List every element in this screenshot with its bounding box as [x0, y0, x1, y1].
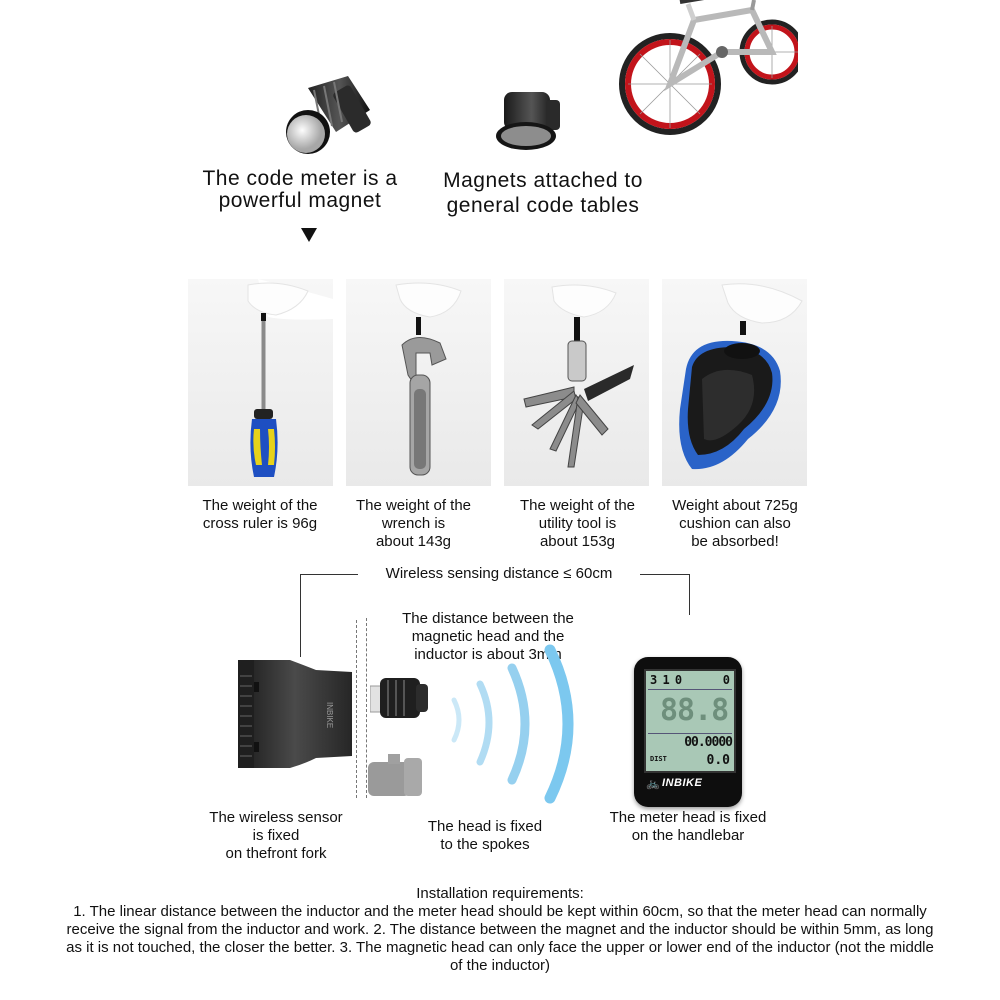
tool-caption-screwdriver: The weight of the cross ruler is 96g: [202, 497, 318, 532]
lcd-screen: [644, 669, 736, 773]
magnet-small-image: [488, 84, 566, 154]
magnet-head-icon: [370, 674, 430, 722]
down-arrow-icon: [301, 228, 317, 242]
magnet-small-icon: [488, 84, 566, 154]
magnet-head-ghost-image: [364, 754, 424, 800]
install-body: 1. The linear distance between the inductor and the meter head should be kept within 60cm, so that the meter head can normally receive the signal from the inductor and work. 2. The distance between the magnet and the inductor should be within 5mm, as long as it is not touched, the closer the better. 3. The magnetic head can only face the upper or lower end of the inductor (not the middle of the inductor): [66, 903, 934, 974]
magnet-large-image: [278, 70, 376, 160]
lcd-divider-2: [648, 733, 732, 734]
head-caption: The head is fixed to the spokes: [427, 818, 543, 853]
signal-waves-icon: [434, 640, 614, 810]
tool-photo-saddle: [662, 279, 807, 486]
lcd-divider: [648, 689, 732, 690]
bicycle-image: [612, 0, 798, 140]
bike-computer: [634, 657, 742, 807]
magnets-caption: Magnets attached to general code tables: [443, 169, 643, 217]
wrench-icon: [346, 279, 491, 486]
magnet-large-icon: [278, 70, 376, 160]
tool-photo-screwdriver: [188, 279, 333, 486]
lcd-main-value: 88.8: [660, 693, 729, 728]
lcd-dist-label: DIST: [650, 755, 667, 763]
bike-logo-icon: 🚲: [646, 778, 660, 790]
range-bracket-right: [640, 574, 690, 615]
gap-label: The distance between the magnetic head and the inductor is about 3mm: [402, 610, 574, 663]
sensor-brand-text: INBIKE: [325, 702, 334, 729]
screwdriver-icon: [188, 279, 333, 486]
tool-caption-saddle: Weight about 725g cushion can also be absorbed!: [672, 497, 798, 550]
lcd-top-left: 3 1 0: [650, 673, 682, 687]
computer-brand: INBIKE: [662, 777, 703, 789]
range-bracket-left: [300, 574, 359, 657]
tool-caption-wrench: The weight of the wrench is about 143g: [355, 497, 472, 550]
lcd-odo-value: 00.0000: [684, 735, 732, 750]
tool-photo-wrench: [346, 279, 491, 486]
install-heading: Installation requirements:: [416, 885, 584, 902]
bicycle-icon: [612, 0, 798, 140]
saddle-icon: [662, 279, 807, 486]
multitool-icon: [504, 279, 649, 486]
tool-caption-utility: The weight of the utility tool is about 153g: [519, 497, 636, 550]
signal-waves: [434, 640, 614, 810]
tool-photo-utility: [504, 279, 649, 486]
meter-caption: The code meter is a powerful magnet: [202, 167, 398, 212]
sensor-caption: The wireless sensor is fixed on thefront fork: [209, 809, 343, 862]
range-label: Wireless sensing distance ≤ 60cm: [358, 565, 640, 583]
magnet-head-image: [370, 674, 430, 722]
meter-head-caption: The meter head is fixed on the handlebar: [609, 809, 767, 844]
wireless-sensor-image: [234, 656, 358, 772]
magnet-head-ghost-icon: [364, 754, 424, 800]
wireless-sensor-icon: [234, 656, 358, 772]
lcd-top-right: 0: [722, 673, 730, 687]
installation-requirements: [60, 885, 940, 975]
lcd-dist-value: 0.0: [706, 753, 730, 768]
